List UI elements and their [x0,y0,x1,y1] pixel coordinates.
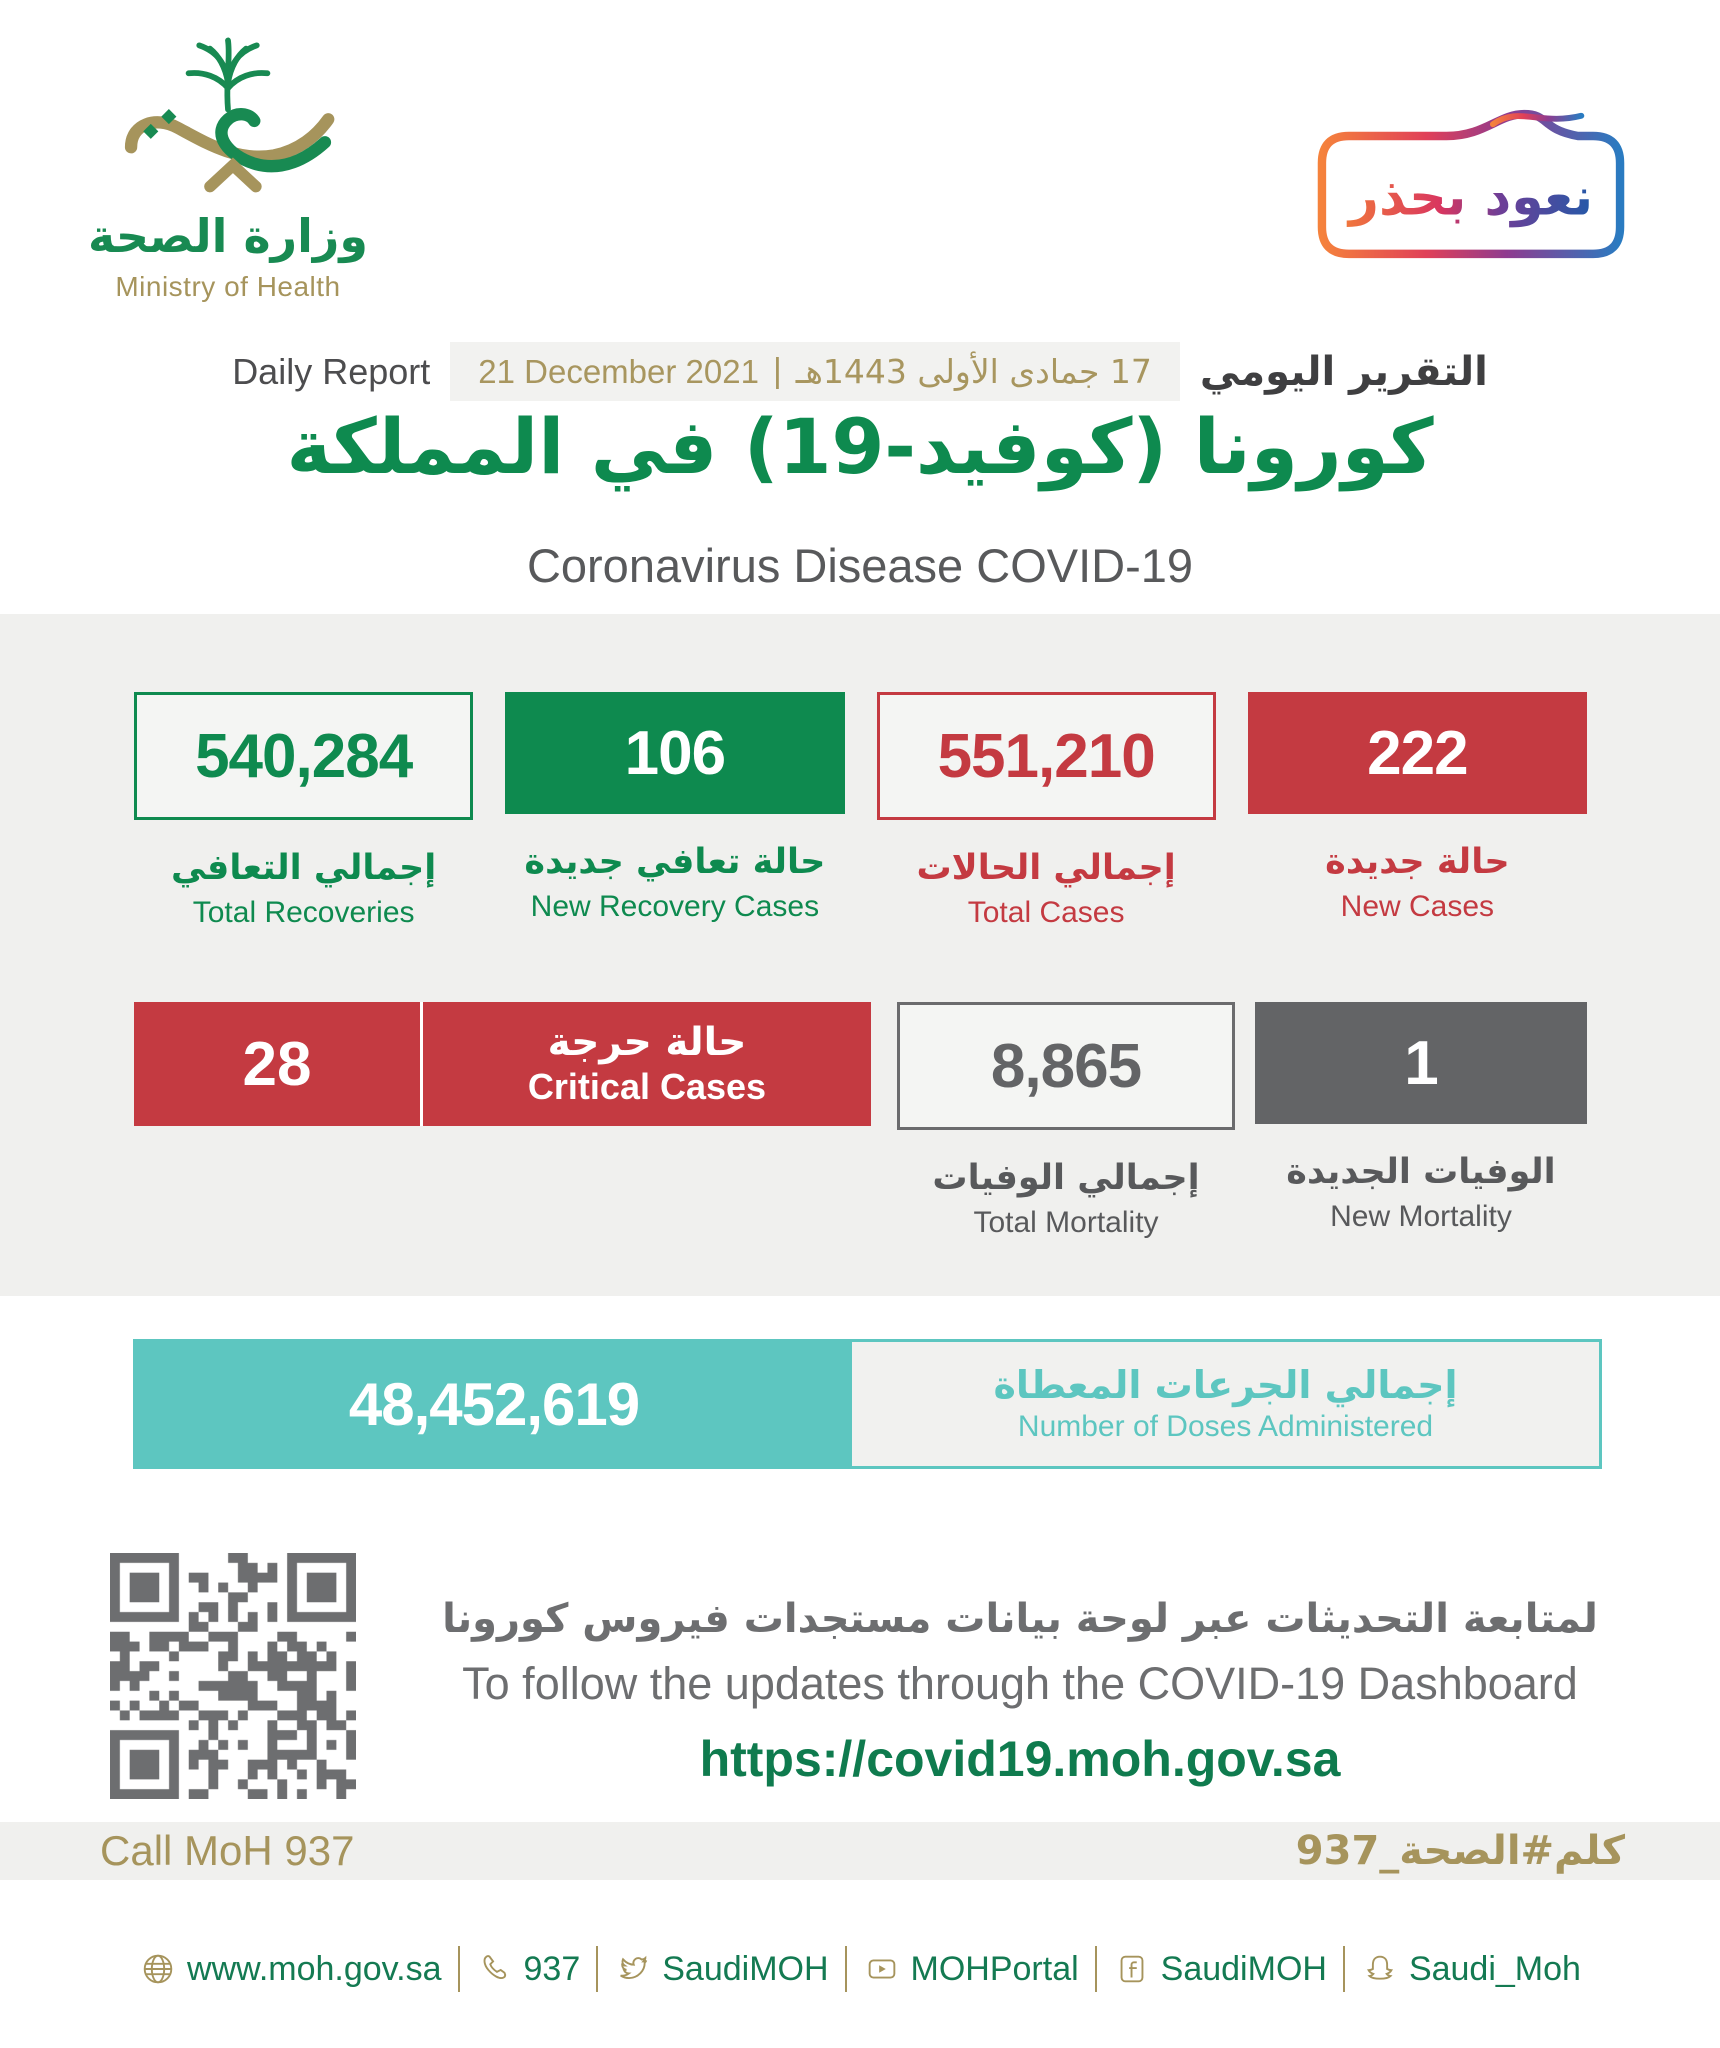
total-mortality-label-ar: إجمالي الوفيات [932,1158,1200,1198]
critical-cases-labels [423,1002,871,1126]
total-cases-stat [877,692,1216,930]
doses-label-ar: إجمالي الجرعات المعطاة [993,1363,1458,1408]
critical-cases-label-ar: حالة حرجة [547,1019,747,1065]
total-mortality-stat [897,1002,1235,1240]
total-mortality-card [897,1002,1235,1130]
new-recovery-cases-label-en: New Recovery Cases [530,890,820,923]
logo-english-name: Ministry of Health [115,271,341,302]
dashboard-info [400,1596,1640,1788]
page-title-arabic: كورونا (كوفيد-19) في المملكة [286,402,1434,491]
total-cases-label-ar: إجمالي الحالات [916,848,1176,888]
footer-link-youtube[interactable]: MOHPortal [847,1950,1095,1989]
call-moh-english: Call MoH 937 [100,1827,355,1874]
date-separator: | [772,352,782,390]
doses-label-en: Number of Doses Administered [1017,1409,1434,1443]
doses-banner [133,1339,1602,1469]
call-moh-hashtag-arabic: كلم#الصحة_937 [1295,1828,1625,1874]
total-mortality-value: 8,865 [990,1031,1142,1101]
footer-link-facebook[interactable]: SaudiMOH [1097,1950,1343,1989]
new-recovery-cases-value: 106 [624,718,726,788]
daily-report-ar: التقرير اليومي [1199,348,1488,395]
footer-links [0,1946,1720,1992]
total-cases-value: 551,210 [937,721,1155,791]
new-mortality-label-ar: الوفيات الجديدة [1286,1152,1556,1192]
dashboard-line-en: To follow the updates through the COVID-19 Dashboard [462,1658,1578,1709]
page-title-english: Coronavirus Disease COVID-19 [526,539,1194,592]
new-cases-value: 222 [1367,718,1468,788]
total-cases-card [877,692,1216,820]
snapchat-icon [1361,1950,1399,1988]
moh-logo [78,30,378,303]
dashboard-line-ar: لمتابعة التحديثات عبر لوحة بيانات مستجدات فيروس كورونا [442,1596,1598,1642]
youtube-icon [863,1950,901,1988]
total-recoveries-card [134,692,473,820]
daily-report-en: Daily Report [232,350,431,392]
footer-link-twitter[interactable]: SaudiMOH [598,1950,844,1989]
report-date-row [0,342,1720,401]
total-cases-label-en: Total Cases [967,896,1125,929]
new-recovery-cases-card [505,692,844,814]
total-mortality-label-en: Total Mortality [973,1206,1159,1239]
stats-row-1 [134,692,1587,930]
critical-cases-card [134,1002,871,1126]
qr-code [110,1553,356,1799]
critical-cases-value: 28 [134,1002,423,1126]
new-mortality-card [1255,1002,1587,1124]
gregorian-date: 21 December 2021 [478,352,759,390]
total-recoveries-label-en: Total Recoveries [192,896,415,929]
new-mortality-stat [1255,1002,1587,1234]
palm-tree-emblem-icon [113,30,343,202]
new-recovery-cases-label-ar: حالة تعافي جديدة [524,842,826,882]
new-cases-label-ar: حالة جديدة [1325,842,1510,882]
new-cases-stat [1248,692,1587,930]
critical-cases-label-en: Critical Cases [527,1065,767,1107]
doses-value: 48,452,619 [136,1342,852,1466]
twitter-icon [614,1950,652,1988]
call-band [0,1822,1720,1880]
total-recoveries-value: 540,284 [195,721,413,791]
new-cases-card [1248,692,1587,814]
return-with-caution-badge [1282,104,1660,264]
phone-icon [476,1950,514,1988]
total-recoveries-label-ar: إجمالي التعافي [171,848,437,888]
date-box [450,342,1180,401]
new-cases-label-en: New Cases [1340,890,1495,923]
dashboard-url-link[interactable]: https://covid19.moh.gov.sa [699,1731,1341,1787]
new-mortality-label-en: New Mortality [1330,1200,1512,1233]
new-mortality-value: 1 [1404,1028,1438,1098]
new-recovery-cases-stat [505,692,844,930]
badge-text: نعود بحذر [1348,167,1594,228]
facebook-icon [1113,1950,1151,1988]
globe-icon [139,1950,177,1988]
total-recoveries-stat [134,692,473,930]
doses-labels [852,1342,1599,1466]
footer-link-snapchat[interactable]: Saudi_Moh [1345,1950,1597,1989]
hijri-date: 17 جمادى الأولى 1443هـ [795,352,1152,391]
footer-link-website[interactable]: www.moh.gov.sa [123,1950,457,1989]
footer-link-phone[interactable]: 937 [460,1950,597,1989]
logo-arabic-name: وزارة الصحة [88,209,368,263]
